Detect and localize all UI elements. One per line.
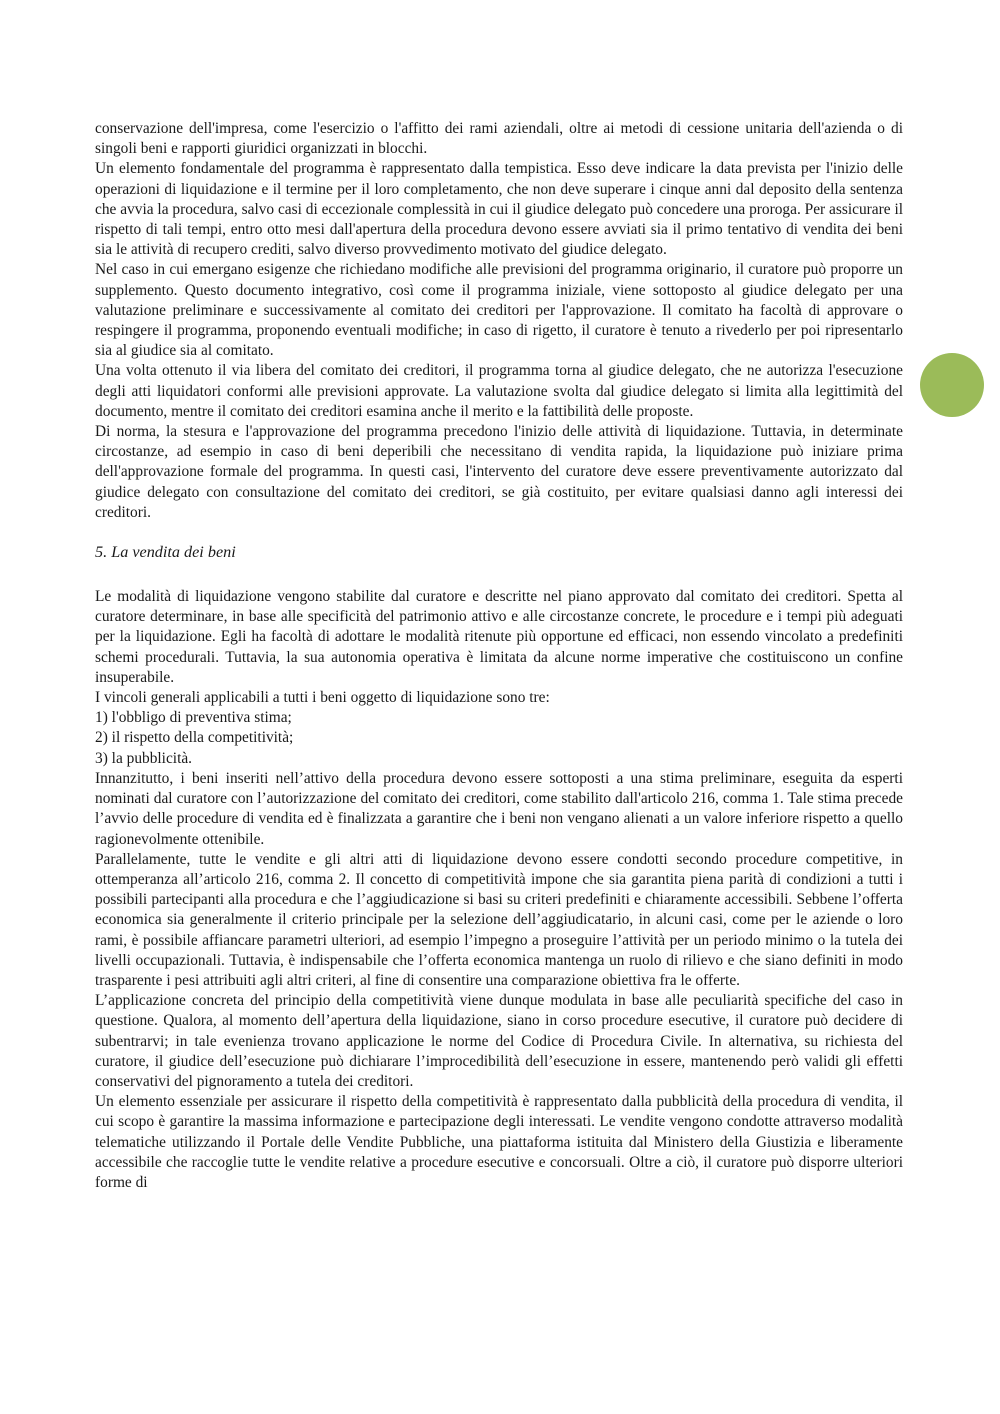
document-page	[95, 119, 903, 1193]
list-item: 2) il rispetto della competitività;	[95, 729, 294, 747]
paragraph: Innanzitutto, i beni inseriti nell’attivo della procedura devono essere sottoposti a una stima preliminare, eseguita da esperti nominati dal curatore con l’autorizzazione del comitato dei creditori, come stabilito dall'articolo 216, comma 1. Tale stima precede l’avvio delle procedure di vendita ed è finalizzata a garantire che i beni non vengano alienati a un valore inferiore rispetto a quello ragionevolmente ottenibile.	[95, 769, 903, 848]
heading-spacer	[95, 563, 903, 587]
list-item: 1) l'obbligo di preventiva stima;	[95, 709, 292, 727]
margin-dot-decoration	[920, 353, 984, 417]
paragraph: Un elemento fondamentale del programma è rappresentato dalla tempistica. Esso deve indicare la data prevista per l'inizio delle operazioni di liquidazione e il termine per il loro completamento, che non deve superare i cinque anni dal deposito della sentenza che avvia la procedura, salvo casi di eccezionale complessità in cui il giudice delegato può concedere una proroga. Per assicurare il rispetto di tali tempi, entro otto mesi dall'apertura della procedura devono essere avviati sia il primo tentativo di vendita dei beni sia le attività di recupero crediti, salvo diverso provvedimento motivato del giudice delegato.	[95, 160, 903, 259]
paragraph: Le modalità di liquidazione vengono stabilite dal curatore e descritte nel piano approvato dal comitato dei creditori. Spetta al curatore determinare, in base alle specificità del patrimonio attivo e alle circostanze concrete, le procedure e i tempi più adeguati per la liquidazione. Egli ha facoltà di adottare le modalità ritenute più opportune ed efficaci, non essendo vincolato a predefiniti schemi procedurali. Tuttavia, la sua autonomia operativa è limitata da alcune norme imperative che costituiscono un confine insuperabile.	[95, 588, 903, 686]
list-intro: I vincoli generali applicabili a tutti i beni oggetto di liquidazione sono tre:	[95, 689, 550, 707]
paragraph: Parallelamente, tutte le vendite e gli altri atti di liquidazione devono essere condotti secondo procedure competitive, in ottemperanza all’articolo 216, comma 2. Il concetto di competitività impone che sia garantita piena parità di condizioni a tutti i possibili partecipanti alla procedura e che l’aggiudicazione si basi su criteri predefiniti e chiaramente accessibili. Sebbene l’offerta economica sia generalmente il criterio principale per la selezione dell’aggiudicatario, in alcuni casi, come per le aziende o loro rami, è possibile affiancare parametri ulteriori, ad esempio l’impegno a proseguire l’attività per un periodo minimo o la tutela dei livelli occupazionali. Tuttavia, è indispensabile che l’offerta economica mantenga un ruolo di rilievo e che siano definiti in modo trasparente i pesi attribuiti agli altri criteri, al fine di consentire una comparazione obiettiva fra le offerte.	[95, 850, 903, 989]
list-item: 3) la pubblicità.	[95, 749, 193, 767]
paragraph: Di norma, la stesura e l'approvazione del programma precedono l'inizio delle attività di liquidazione. Tuttavia, in determinate circostanze, ad esempio in caso di beni deperibili che necessitano di vendita rapida, la liquidazione può iniziare prima dell'approvazione formale del programma. In questi casi, l'intervento del curatore deve essere preventivamente autorizzato dal giudice delegato con consultazione del comitato dei creditori, se già costituito, per evitare qualsiasi danno agli interessi dei creditori.	[95, 423, 903, 521]
paragraph: conservazione dell'impresa, come l'esercizio o l'affitto dei rami aziendali, oltre ai metodi di cessione unitaria dell'azienda o di singoli beni e rapporti giuridici organizzati in blocchi.	[95, 120, 903, 158]
paragraph: L’applicazione concreta del principio della competitività viene dunque modulata in base alle peculiarità specifiche del caso in questione. Qualora, al momento dell’apertura della liquidazione, siano in corso procedure esecutive, il curatore può decidere di subentrarvi; in tale evenienza trovano applicazione le norme del Codice di Procedura Civile. In alternativa, su richiesta del curatore, il giudice dell’esecuzione può dichiarare l’improcedibilità dell’esecuzione in essere, mantenendo però validi gli effetti conservativi del pignoramento a tutela dei creditori.	[95, 992, 903, 1090]
paragraph: Una volta ottenuto il via libera del comitato dei creditori, il programma torna al giudice delegato, che ne autorizza l'esecuzione degli atti liquidatori conformi alle previsioni approvate. La valutazione svolta dal giudice delegato si limita alla legittimità del documento, mentre il comitato dei creditori esamina anche il merito e la fattibilità delle proposte.	[95, 362, 903, 420]
paragraph: Un elemento essenziale per assicurare il rispetto della competitività è rappresentato dalla pubblicità della procedura di vendita, il cui scopo è garantire la massima informazione e partecipazione degli interessati. Le vendite vengono condotte attraverso modalità telematiche utilizzando il Portale delle Vendite Pubbliche, una piattaforma istituita dal Ministero della Giustizia e liberamente accessibile che raccoglie tutte le vendite relative a procedure esecutive e concorsuali. Oltre a ciò, il curatore può disporre ulteriori forme di	[95, 1093, 903, 1191]
section-heading: 5. La vendita dei beni	[95, 543, 236, 562]
paragraph: Nel caso in cui emergano esigenze che richiedano modifiche alle previsioni del programma originario, il curatore può proporre un supplemento. Questo documento integrativo, così come il programma iniziale, viene sottoposto al giudice delegato per una valutazione preliminare e successivamente al comitato dei creditori per l'approvazione. Il comitato ha facoltà di approvare o respingere il programma, proponendo eventuali modifiche; in caso di rigetto, il curatore è tenuto a rivederlo per poi ripresentarlo sia al giudice sia al comitato.	[95, 261, 903, 360]
